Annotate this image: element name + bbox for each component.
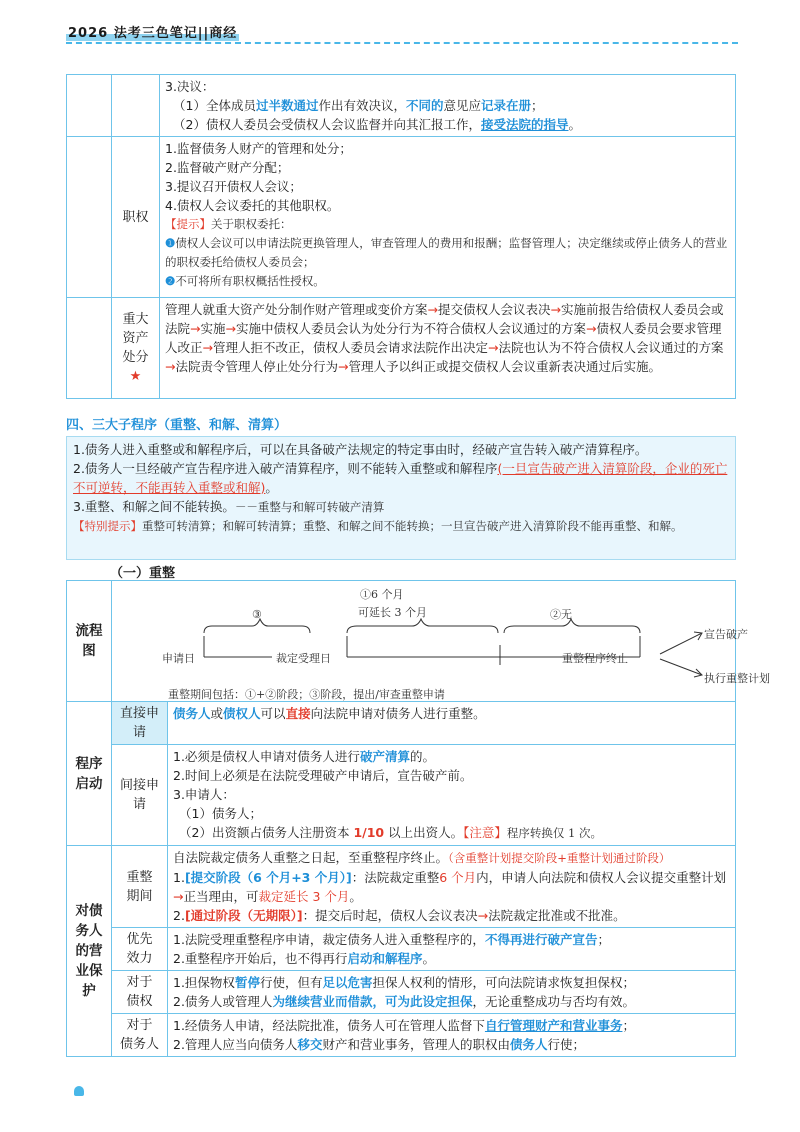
stage3-marker: ③ bbox=[252, 608, 262, 621]
creditor-row bbox=[67, 971, 736, 1014]
period-label: 重整 期间 bbox=[112, 846, 168, 928]
sub1-title: （一）重整 bbox=[110, 566, 176, 581]
direct-apply-row bbox=[67, 702, 736, 745]
start-label: 程序 启动 bbox=[67, 702, 112, 846]
section4-title: 四、三大子程序（重整、和解、清算） bbox=[66, 418, 288, 433]
indirect-apply-cell: 1.必须是债权人申请对债务人进行破产清算的。 2.时间上必须是在法院受理破产申请后，宣告破产前。 3.申请人： （1）债务人； （2）出资额占债务人注册资本 1/10 以上出资人。【注意】程序转换仅 1 次。 bbox=[168, 745, 736, 846]
outcome-bankruptcy: 宣告破产 bbox=[704, 628, 748, 641]
flow-diagram bbox=[112, 581, 770, 701]
stage1-extend: 可延长 3 个月 bbox=[358, 606, 427, 619]
period-row bbox=[67, 846, 736, 928]
direct-apply-cell: 债务人或债权人可以直接向法院申请对债务人进行重整。 bbox=[168, 702, 736, 745]
flow-label: 流程 图 bbox=[67, 581, 112, 702]
debtor-row bbox=[67, 1014, 736, 1057]
apply-day: 申请日 bbox=[162, 652, 195, 665]
footer-logo-icon bbox=[74, 1086, 84, 1096]
powers-label: 职权 bbox=[112, 137, 160, 298]
stage2-marker: ②无 bbox=[550, 608, 572, 621]
priority-cell: 1.法院受理重整程序申请，裁定债务人进入重整程序的，不得再进行破产宣告； 2.重整程序开始后，也不得再行启动和解程序。 bbox=[168, 928, 736, 971]
reorganization-table bbox=[66, 580, 770, 1057]
header-divider bbox=[66, 42, 738, 44]
direct-apply-label: 直接申请 bbox=[112, 702, 168, 745]
indirect-apply-label: 间接申请 bbox=[112, 745, 168, 846]
flow-note: 重整期间包括：①+②阶段；③阶段，提出/审查重整申请 bbox=[168, 688, 445, 701]
stage1-marker: ①6 个月 bbox=[360, 588, 404, 601]
header-title: 2026 法考三色笔记||商经 bbox=[68, 26, 238, 41]
creditor-committee-table bbox=[66, 74, 736, 399]
flow-row bbox=[67, 581, 736, 702]
period-cell: 自法院裁定债务人重整之日起，至重整程序终止。（含重整计划提交阶段+重整计划通过阶段） 1.[提交阶段（6 个月+3 个月）]：法院裁定重整6 个月内，申请人向法院和债权人会议提交重整计划→正当理由，可裁定延长 3 个月。 2.[通过阶段（无期限）]：提交后时起，债权人会议表决→法院裁定批准或不批准。 bbox=[168, 846, 736, 928]
resolution-row bbox=[67, 75, 736, 137]
powers-row bbox=[67, 137, 736, 298]
priority-row bbox=[67, 928, 736, 971]
program-end: 重整程序终止 bbox=[562, 652, 628, 665]
outcome-plan: 执行重整计划 bbox=[704, 672, 770, 685]
creditor-cell: 1.担保物权暂停行使，但有足以危害担保人权利的情形，可向法院请求恢复担保权； 2.债务人或管理人为继续营业而借款，可为此设定担保，无论重整成功与否均有效。 bbox=[168, 971, 736, 1014]
protect-label: 对债 务人 的营 业保 护 bbox=[67, 846, 112, 1057]
major-asset-label: 重大 资产 处分 ★ bbox=[112, 298, 160, 399]
creditor-label: 对于 债权 bbox=[112, 971, 168, 1014]
indirect-apply-row bbox=[67, 745, 736, 846]
major-asset-cell: 管理人就重大资产处分制作财产管理或变价方案→提交债权人会议表决→实施前报告给债权人委员会或法院→实施→实施中债权人委员会认为处分行为不符合债权人会议通过的方案→债权人委员会要求管理人改正→管理人拒不改正，债权人委员会请求法院作出决定→法院也认为不符合债权人会议通过的方案→法院责令管理人停止处分行为→管理人予以纠正或提交债权人会议重新表决通过后实施。 bbox=[160, 298, 736, 399]
star-icon: ★ bbox=[129, 369, 142, 384]
major-asset-row bbox=[67, 298, 736, 399]
accept-day: 裁定受理日 bbox=[276, 652, 331, 665]
page-header bbox=[66, 22, 239, 41]
powers-cell: 1.监督债务人财产的管理和处分； 2.监督破产财产分配； 3.提议召开债权人会议； 4.债权人会议委托的其他职权。 【提示】关于职权委托： ❶债权人会议可以申请法院更换管理人，审查管理人的费用和报酬；监督管理人；决定继续或停止债务人的营业的职权委托给债权人委员会； ❷不可将所有职权概括性授权。 bbox=[160, 137, 736, 298]
resolution-cell: 3.决议： （1）全体成员过半数通过作出有效决议，不同的意见应记录在册； （2）债权人委员会受债权人会议监督并向其汇报工作，接受法院的指导。 bbox=[160, 75, 736, 137]
flow-lines bbox=[112, 581, 732, 701]
priority-label: 优先 效力 bbox=[112, 928, 168, 971]
debtor-cell: 1.经债务人申请，经法院批准，债务人可在管理人监督下自行管理财产和营业事务； 2.管理人应当向债务人移交财产和营业事务，管理人的职权由债务人行使； bbox=[168, 1014, 736, 1057]
section4-box: 1.债务人进入重整或和解程序后，可以在具备破产法规定的特定事由时，经破产宣告转入破产清算程序。 2.债务人一旦经破产宣告程序进入破产清算程序，则不能转入重整或和解程序(一旦宣告破产进入清算阶段，企业的死亡不可逆转，不能再转入重整或和解)。 3.重整、和解之间不能转换。－－重整与和解可转破产清算 【特别提示】重整可转清算；和解可转清算；重整、和解之间不能转换；一旦宣告破产进入清算阶段不能再重整、和解。 bbox=[66, 436, 736, 560]
debtor-label: 对于 债务人 bbox=[112, 1014, 168, 1057]
